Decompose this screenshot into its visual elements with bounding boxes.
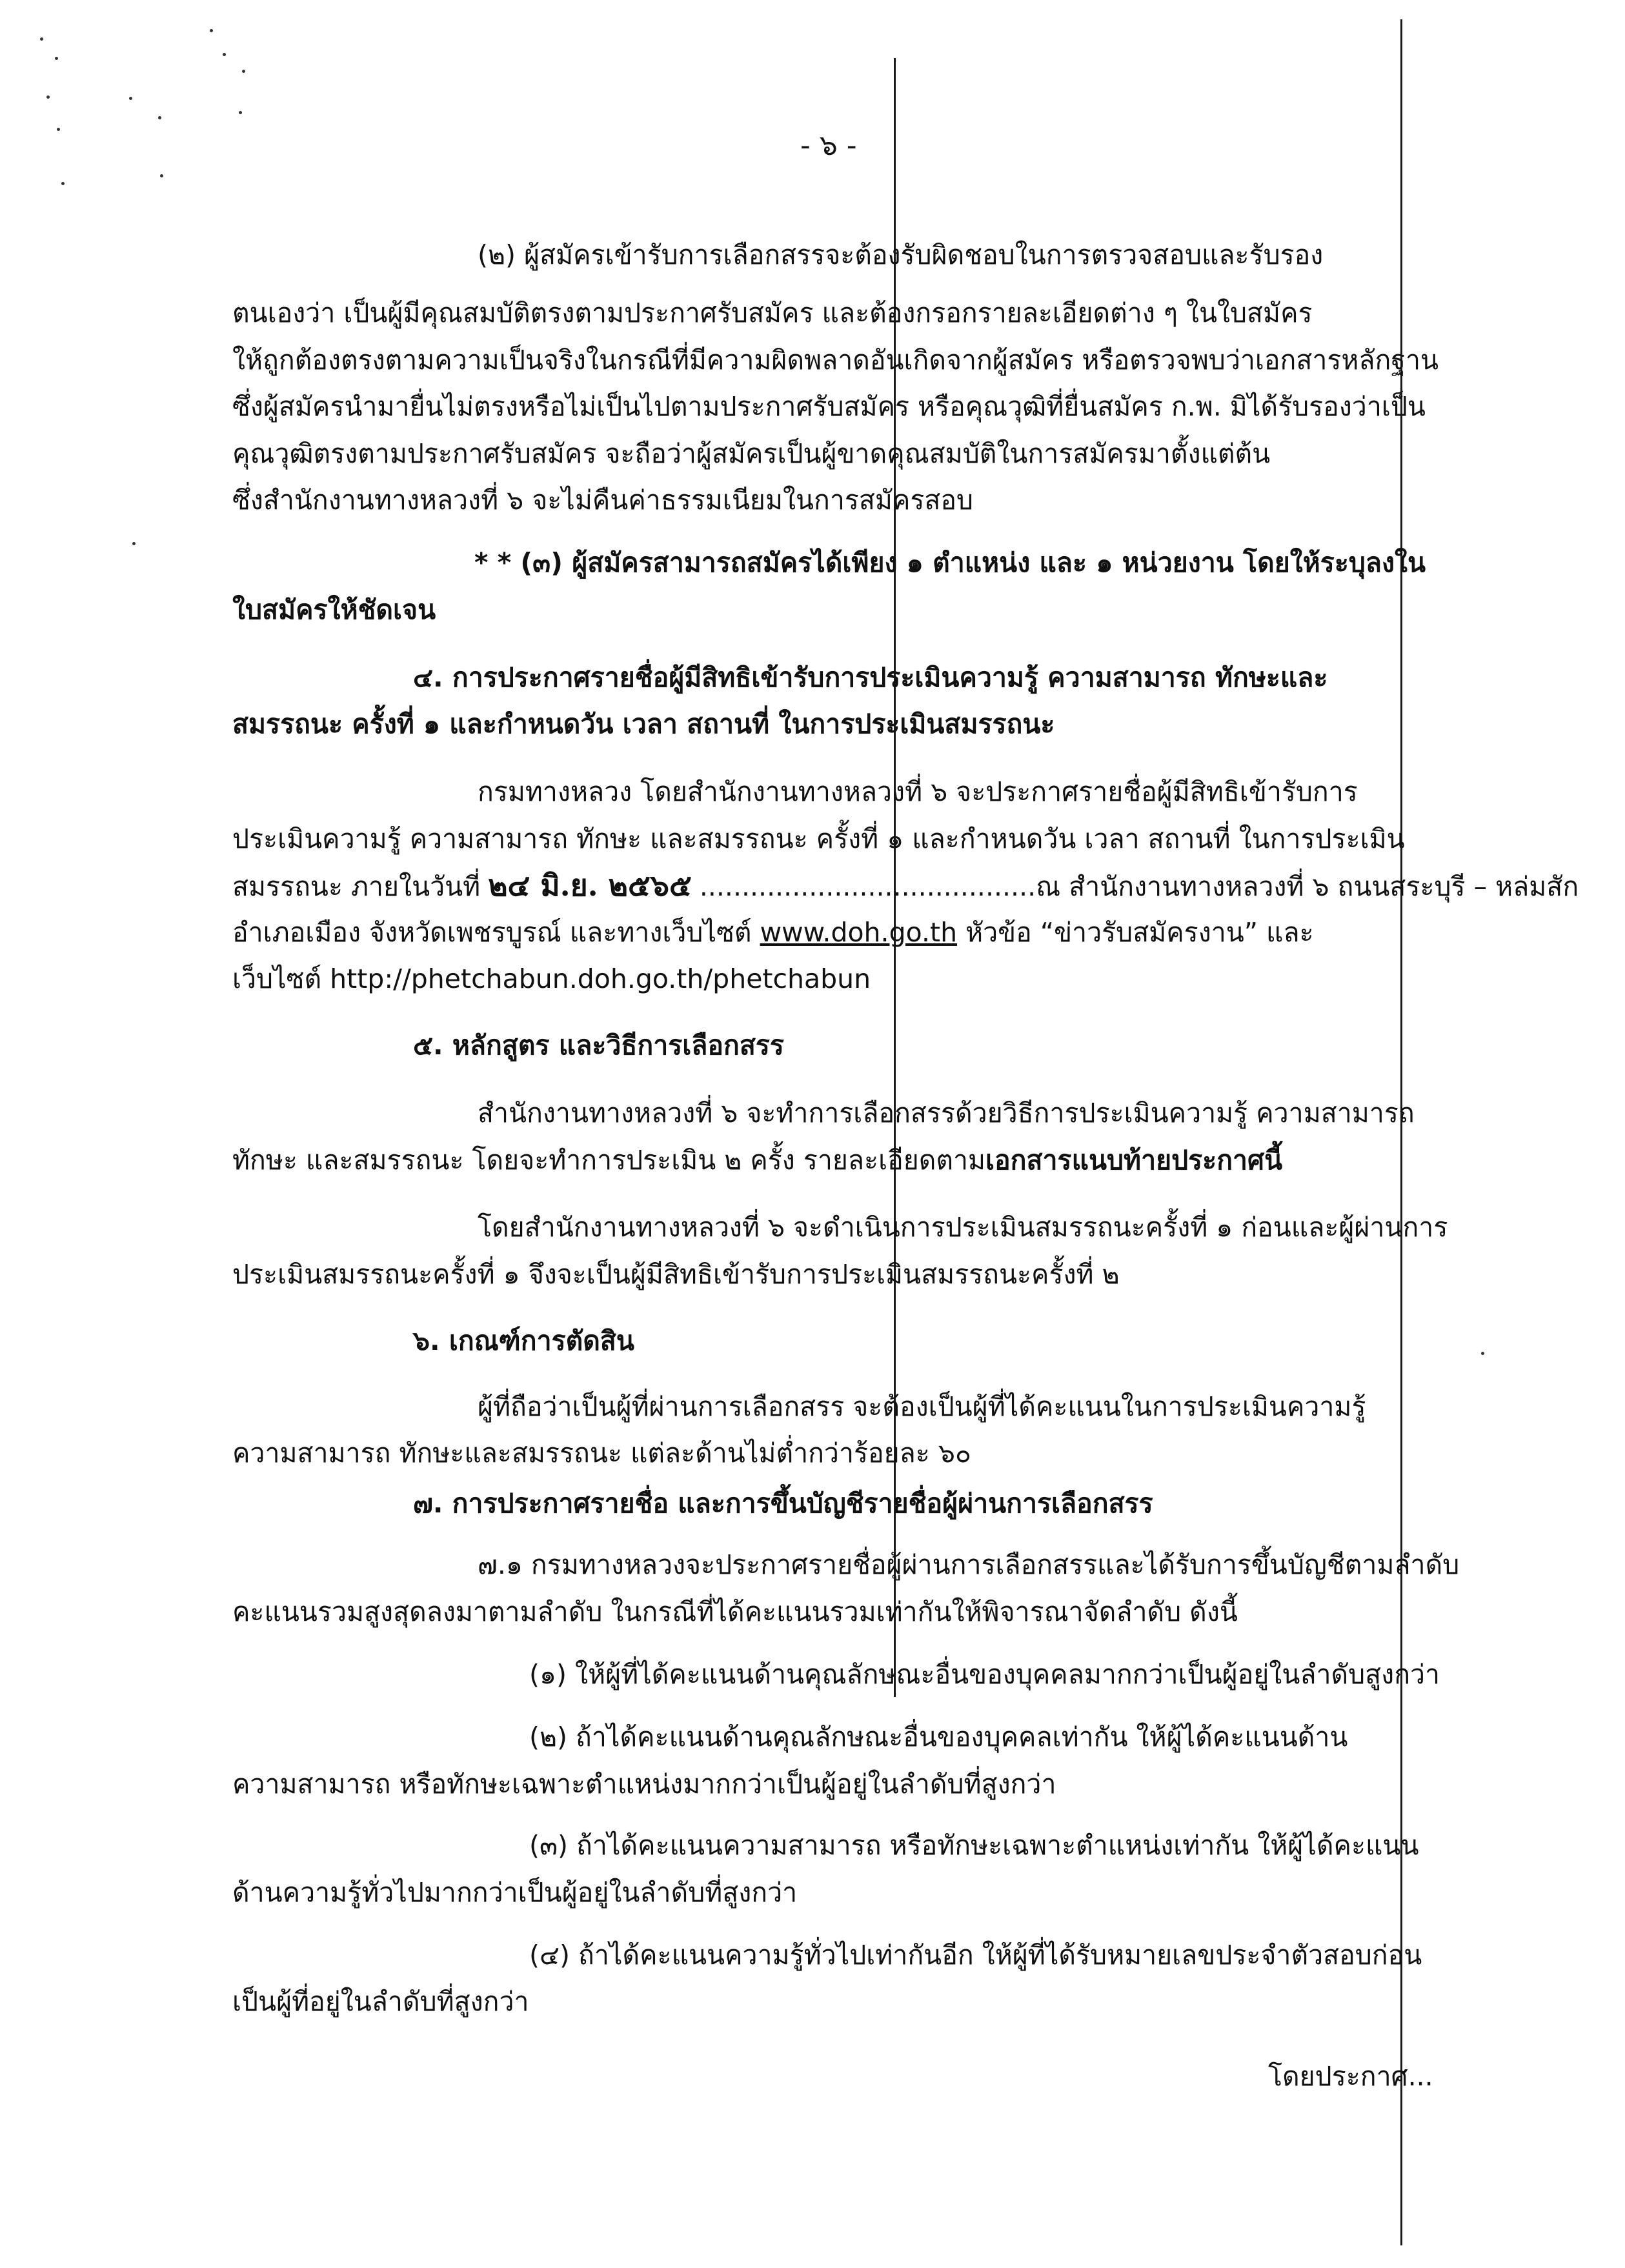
text-line: (๒) ถ้าได้คะแนนด้านคุณลักษณะอื่นของบุคคลเท่ากัน ให้ผู้ได้คะแนนด้าน bbox=[529, 1721, 1348, 1752]
text-line: เป็นผู้ที่อยู่ในลำดับที่สูงกว่า bbox=[232, 1986, 529, 2017]
text-line: ซึ่งสำนักงานทางหลวงที่ ๖ จะไม่คืนค่าธรรมเนียมในการสมัครสอบ bbox=[232, 485, 974, 516]
text-segment: ทักษะ และสมรรถนะ โดยจะทำการประเมิน ๒ ครั้ง รายละเอียดตาม bbox=[232, 1145, 986, 1176]
text-segment-bold: เอกสารแนบท้ายประกาศนี้ bbox=[985, 1145, 1283, 1176]
scan-speck bbox=[242, 70, 245, 73]
text-line: คุณวุฒิตรงตามประกาศรับสมัคร จะถือว่าผู้สมัครเป็นผู้ขาดคุณสมบัติในการสมัครมาตั้งแต่ต้น bbox=[232, 438, 1271, 469]
section-heading: ๖. เกณฑ์การตัดสิน bbox=[413, 1325, 634, 1356]
text-line: ความสามารถ ทักษะและสมรรถนะ แต่ละด้านไม่ต่ำกว่าร้อยละ ๖๐ bbox=[232, 1438, 971, 1469]
text-line: โดยสำนักงานทางหลวงที่ ๖ จะดำเนินการประเมินสมรรถนะครั้งที่ ๑ ก่อนและผู้ผ่านการ bbox=[478, 1212, 1448, 1243]
text-line: ด้านความรู้ทั่วไปมากกว่าเป็นผู้อยู่ในลำดับที่สูงกว่า bbox=[232, 1877, 798, 1908]
text-line: ๗.๑ กรมทางหลวงจะประกาศรายชื่อผู้ผ่านการเลือกสรรและได้รับการขึ้นบัญชีตามลำดับ bbox=[478, 1549, 1460, 1580]
scan-speck bbox=[158, 116, 161, 119]
scan-speck bbox=[129, 97, 132, 100]
text-line: (๔) ถ้าได้คะแนนความรู้ทั่วไปเท่ากันอีก ให้ผู้ที่ได้รับหมายเลขประจำตัวสอบก่อน bbox=[529, 1940, 1422, 1971]
text-line: ผู้ที่ถือว่าเป็นผู้ที่ผ่านการเลือกสรร จะต้องเป็นผู้ที่ได้คะแนนในการประเมินความรู้ bbox=[478, 1391, 1366, 1422]
text-line: (๑) ให้ผู้ที่ได้คะแนนด้านคุณลักษณะอื่นของบุคคลมากกว่าเป็นผู้อยู่ในลำดับสูงกว่า bbox=[529, 1659, 1440, 1690]
scan-speck bbox=[55, 57, 58, 60]
text-line: ตนเองว่า เป็นผู้มีคุณสมบัติตรงตามประกาศรับสมัคร และต้องกรอกรายละเอียดต่าง ๆ ในใบสมัคร bbox=[232, 297, 1313, 328]
handwritten-date: ๒๔ มิ.ย. ๒๕๖๕ bbox=[488, 868, 692, 903]
text-line: ประเมินความรู้ ความสามารถ ทักษะ และสมรรถนะ ครั้งที่ ๑ และกำหนดวัน เวลา สถานที่ ในการประเมิน bbox=[232, 823, 1405, 854]
text-line: สำนักงานทางหลวงที่ ๖ จะทำการเลือกสรรด้วยวิธีการประเมินความรู้ ความสามารถ bbox=[478, 1098, 1415, 1129]
scan-speck bbox=[61, 182, 65, 185]
continuation-text: โดยประกาศ... bbox=[1268, 2061, 1433, 2092]
scan-speck bbox=[210, 29, 213, 32]
text-segment: ........................................ณ สำนักงานทางหลวงที่ ๖ ถนนสระบุรี – หล่มสัก bbox=[699, 871, 1579, 902]
scan-speck bbox=[223, 53, 226, 56]
text-segment: หัวข้อ “ข่าวรับสมัครงาน” และ bbox=[965, 917, 1314, 948]
scan-speck bbox=[40, 37, 43, 41]
section-heading: ๕. หลักสูตร และวิธีการเลือกสรร bbox=[413, 1030, 784, 1061]
text-line bbox=[232, 866, 1579, 906]
scan-speck bbox=[160, 174, 163, 177]
text-line: ใบสมัครให้ชัดเจน bbox=[232, 594, 436, 625]
text-line: (๓) ถ้าได้คะแนนความสามารถ หรือทักษะเฉพาะตำแหน่งเท่ากัน ให้ผู้ได้คะแนน bbox=[529, 1830, 1419, 1861]
text-line: ซึ่งผู้สมัครนำมายื่นไม่ตรงหรือไม่เป็นไปตามประกาศรับสมัคร หรือคุณวุฒิที่ยื่นสมัคร ก.พ. มิได้รับรองว่าเป็น bbox=[232, 391, 1426, 422]
website-link[interactable]: www.doh.go.th bbox=[760, 917, 958, 948]
section-heading: ๔. การประกาศรายชื่อผู้มีสิทธิเข้ารับการประเมินความรู้ ความสามารถ ทักษะและ bbox=[413, 662, 1328, 693]
scan-speck bbox=[239, 111, 242, 114]
text-line: * * (๓) ผู้สมัครสามารถสมัครได้เพียง ๑ ตำแหน่ง และ ๑ หน่วยงาน โดยให้ระบุลงใน bbox=[474, 547, 1426, 578]
page-number: - ๖ - bbox=[800, 129, 857, 162]
scan-speck bbox=[57, 128, 60, 131]
text-line: คะแนนรวมสูงสุดลงมาตามลำดับ ในกรณีที่ได้คะแนนรวมเท่ากันให้พิจารณาจัดลำดับ ดังนี้ bbox=[232, 1596, 1238, 1627]
text-line: ให้ถูกต้องตรงตามความเป็นจริงในกรณีที่มีความผิดพลาดอันเกิดจากผู้สมัคร หรือตรวจพบว่าเอกสารหลักฐาน bbox=[232, 345, 1439, 376]
text-line bbox=[232, 913, 1458, 952]
scan-speck bbox=[132, 542, 136, 545]
text-segment: อำเภอเมือง จังหวัดเพชรบูรณ์ และทางเว็บไซต์ bbox=[232, 917, 752, 948]
scan-speck bbox=[46, 95, 50, 99]
text-line: ความสามารถ หรือทักษะเฉพาะตำแหน่งมากกว่าเป็นผู้อยู่ในลำดับที่สูงกว่า bbox=[232, 1769, 1056, 1800]
text-line: เว็บไซต์ http://phetchabun.doh.go.th/phetchabun bbox=[232, 963, 871, 994]
text-line: (๒) ผู้สมัครเข้ารับการเลือกสรรจะต้องรับผิดชอบในการตรวจสอบและรับรอง bbox=[478, 239, 1324, 270]
section-heading: สมรรถนะ ครั้งที่ ๑ และกำหนดวัน เวลา สถานที่ ในการประเมินสมรรถนะ bbox=[232, 708, 1055, 739]
section-heading: ๗. การประกาศรายชื่อ และการขึ้นบัญชีรายชื่อผู้ผ่านการเลือกสรร bbox=[413, 1488, 1153, 1519]
text-line: ประเมินสมรรถนะครั้งที่ ๑ จึงจะเป็นผู้มีสิทธิเข้ารับการประเมินสมรรถนะครั้งที่ ๒ bbox=[232, 1259, 1120, 1290]
text-line: กรมทางหลวง โดยสำนักงานทางหลวงที่ ๖ จะประกาศรายชื่อผู้มีสิทธิเข้ารับการ bbox=[478, 776, 1358, 807]
text-segment: สมรรถนะ ภายในวันที่ bbox=[232, 871, 481, 902]
text-line bbox=[232, 1141, 1458, 1179]
